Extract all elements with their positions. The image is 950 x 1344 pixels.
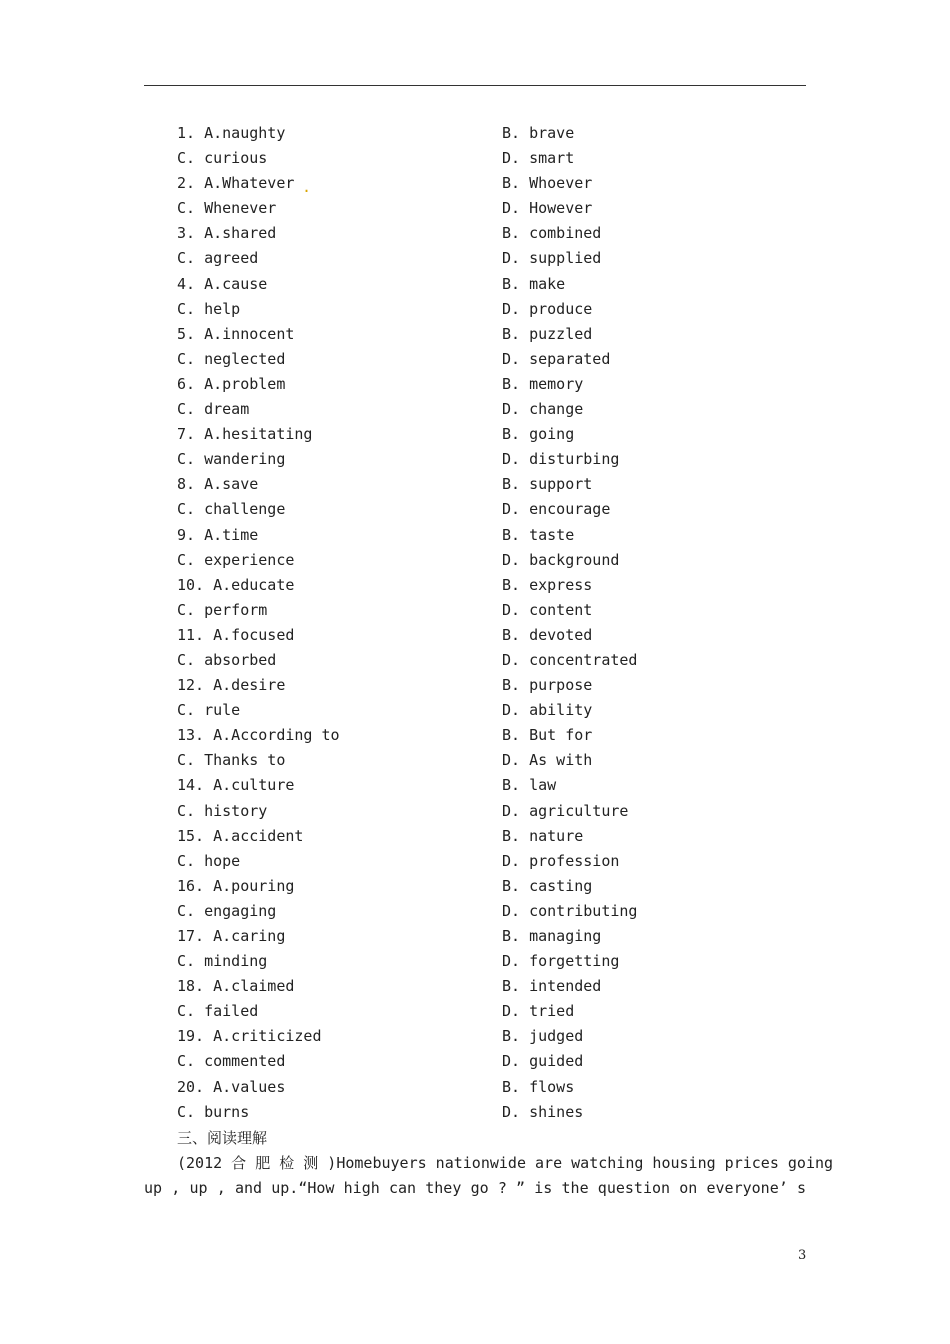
option-row <box>177 900 637 925</box>
option-right: D. produce <box>502 299 593 318</box>
option-row <box>177 323 637 348</box>
option-right: B. brave <box>502 124 575 142</box>
option-left: 11. A.focused <box>177 625 295 644</box>
option-row <box>177 674 637 699</box>
option-left: C. minding <box>177 952 268 971</box>
option-left: C. curious <box>177 149 268 168</box>
option-left: 14. A.culture <box>177 776 295 795</box>
cloze-options-list <box>177 122 637 1126</box>
option-row <box>177 724 637 749</box>
option-left: 16. A.pouring <box>177 876 295 895</box>
option-right: B. express <box>502 575 593 594</box>
option-left: C. experience <box>177 550 295 569</box>
option-right: B. judged <box>502 1027 584 1046</box>
option-left: C. challenge <box>177 500 286 519</box>
option-right: B. Whoever <box>502 174 593 193</box>
option-right: D. agriculture <box>502 801 629 820</box>
option-right: D. shines <box>502 1102 584 1121</box>
option-row <box>177 875 637 900</box>
option-row <box>177 222 637 247</box>
option-right: D. concentrated <box>502 650 638 669</box>
option-left: C. absorbed <box>177 650 277 669</box>
option-left: C. hope <box>177 851 241 870</box>
option-left: 12. A.desire <box>177 676 286 695</box>
option-row <box>177 699 637 724</box>
option-left: 10. A.educate <box>177 575 295 594</box>
option-row <box>177 925 637 950</box>
option-row <box>177 800 637 825</box>
option-right: D. encourage <box>502 500 611 519</box>
option-right: B. casting <box>502 876 593 895</box>
option-row <box>177 498 637 523</box>
option-right: D. forgetting <box>502 952 620 971</box>
option-right: B. managing <box>502 927 602 945</box>
option-right: B. flows <box>502 1077 575 1096</box>
option-row <box>177 1025 637 1050</box>
option-left: C. dream <box>177 400 250 419</box>
option-right: D. ability <box>502 701 593 720</box>
option-right: B. taste <box>502 525 575 544</box>
section-heading: 三、阅读理解 <box>177 1129 268 1147</box>
option-right: D. change <box>502 400 584 419</box>
option-left: C. burns <box>177 1102 250 1121</box>
option-right: D. As with <box>502 751 593 770</box>
option-row <box>177 172 637 197</box>
option-row <box>177 247 637 272</box>
option-right: D. supplied <box>502 249 602 268</box>
option-left: C. failed <box>177 1002 259 1021</box>
option-left: 7. A.hesitating <box>177 425 313 444</box>
option-right: D. separated <box>502 349 611 368</box>
option-row <box>177 298 637 323</box>
option-right: D. content <box>502 600 593 619</box>
option-left: C. rule <box>177 701 241 720</box>
option-row <box>177 1076 637 1101</box>
option-right: D. disturbing <box>502 450 620 469</box>
marker-dot-icon: . <box>302 178 312 197</box>
option-left: 6. A.problem <box>177 374 286 393</box>
option-right: B. combined <box>502 224 602 243</box>
option-row <box>177 398 637 423</box>
option-right: B. devoted <box>502 625 593 644</box>
option-row <box>177 524 637 549</box>
option-left: 1. A.naughty <box>177 124 286 142</box>
option-left: C. wandering <box>177 450 286 469</box>
option-right: D. background <box>502 550 620 569</box>
option-left: 20. A.values <box>177 1077 286 1096</box>
header-rule <box>144 85 806 86</box>
option-row <box>177 649 637 674</box>
option-row <box>177 850 637 875</box>
option-left: 18. A.claimed <box>177 977 295 996</box>
option-row <box>177 1050 637 1075</box>
option-row <box>177 147 637 172</box>
option-row <box>177 825 637 850</box>
option-row <box>177 599 637 624</box>
passage-line-2: up , up , and up.“How high can they go ? ” is the question on everyone’ s <box>144 1179 806 1197</box>
option-right: B. nature <box>502 826 584 845</box>
option-right: D. However <box>502 199 593 218</box>
option-left: C. agreed <box>177 249 259 268</box>
option-left: 15. A.accident <box>177 826 304 845</box>
option-right: B. purpose <box>502 676 593 695</box>
option-left: C. history <box>177 801 268 820</box>
option-row <box>177 950 637 975</box>
option-row <box>177 975 637 1000</box>
option-left: 5. A.innocent <box>177 324 295 343</box>
option-row <box>177 423 637 448</box>
option-row <box>177 197 637 222</box>
option-left: C. commented <box>177 1052 286 1071</box>
option-row <box>177 624 637 649</box>
option-right: B. intended <box>502 977 602 996</box>
option-row <box>177 749 637 774</box>
option-right: B. going <box>502 425 575 444</box>
option-left: 9. A.time <box>177 525 259 544</box>
option-right: D. tried <box>502 1002 575 1021</box>
passage-line-1: (2012 合 肥 检 测 )Homebuyers nationwide are watching housing prices going <box>177 1154 834 1172</box>
option-row <box>177 549 637 574</box>
option-row <box>177 1101 637 1126</box>
option-right: D. smart <box>502 149 575 168</box>
option-right: B. support <box>502 475 593 494</box>
option-row <box>177 348 637 373</box>
option-right: B. law <box>502 776 557 795</box>
option-right: B. puzzled <box>502 324 593 343</box>
option-left: 4. A.cause <box>177 274 268 293</box>
option-left: 13. A.According to <box>177 726 340 745</box>
option-left: 17. A.caring <box>177 927 286 945</box>
option-left: 8. A.save <box>177 475 259 494</box>
option-left: C. Whenever <box>177 199 277 218</box>
option-row <box>177 122 637 147</box>
option-left: C. neglected <box>177 349 286 368</box>
option-row <box>177 448 637 473</box>
option-right: D. contributing <box>502 901 638 920</box>
option-row <box>177 774 637 799</box>
option-left: C. perform <box>177 600 268 619</box>
page-number: 3 <box>798 1248 807 1263</box>
option-left: C. help <box>177 299 241 318</box>
option-left: 3. A.shared <box>177 224 277 243</box>
option-row <box>177 373 637 398</box>
option-right: B. But for <box>502 726 593 745</box>
option-right: D. guided <box>502 1052 584 1071</box>
option-row <box>177 473 637 498</box>
option-row <box>177 574 637 599</box>
option-row <box>177 273 637 298</box>
option-left: 2. A.Whatever <box>177 174 295 193</box>
option-row <box>177 1000 637 1025</box>
option-left: C. engaging <box>177 901 277 920</box>
option-left: C. Thanks to <box>177 751 286 770</box>
option-right: D. profession <box>502 851 620 870</box>
option-right: B. memory <box>502 374 584 393</box>
option-left: 19. A.criticized <box>177 1027 322 1046</box>
option-right: B. make <box>502 274 566 293</box>
